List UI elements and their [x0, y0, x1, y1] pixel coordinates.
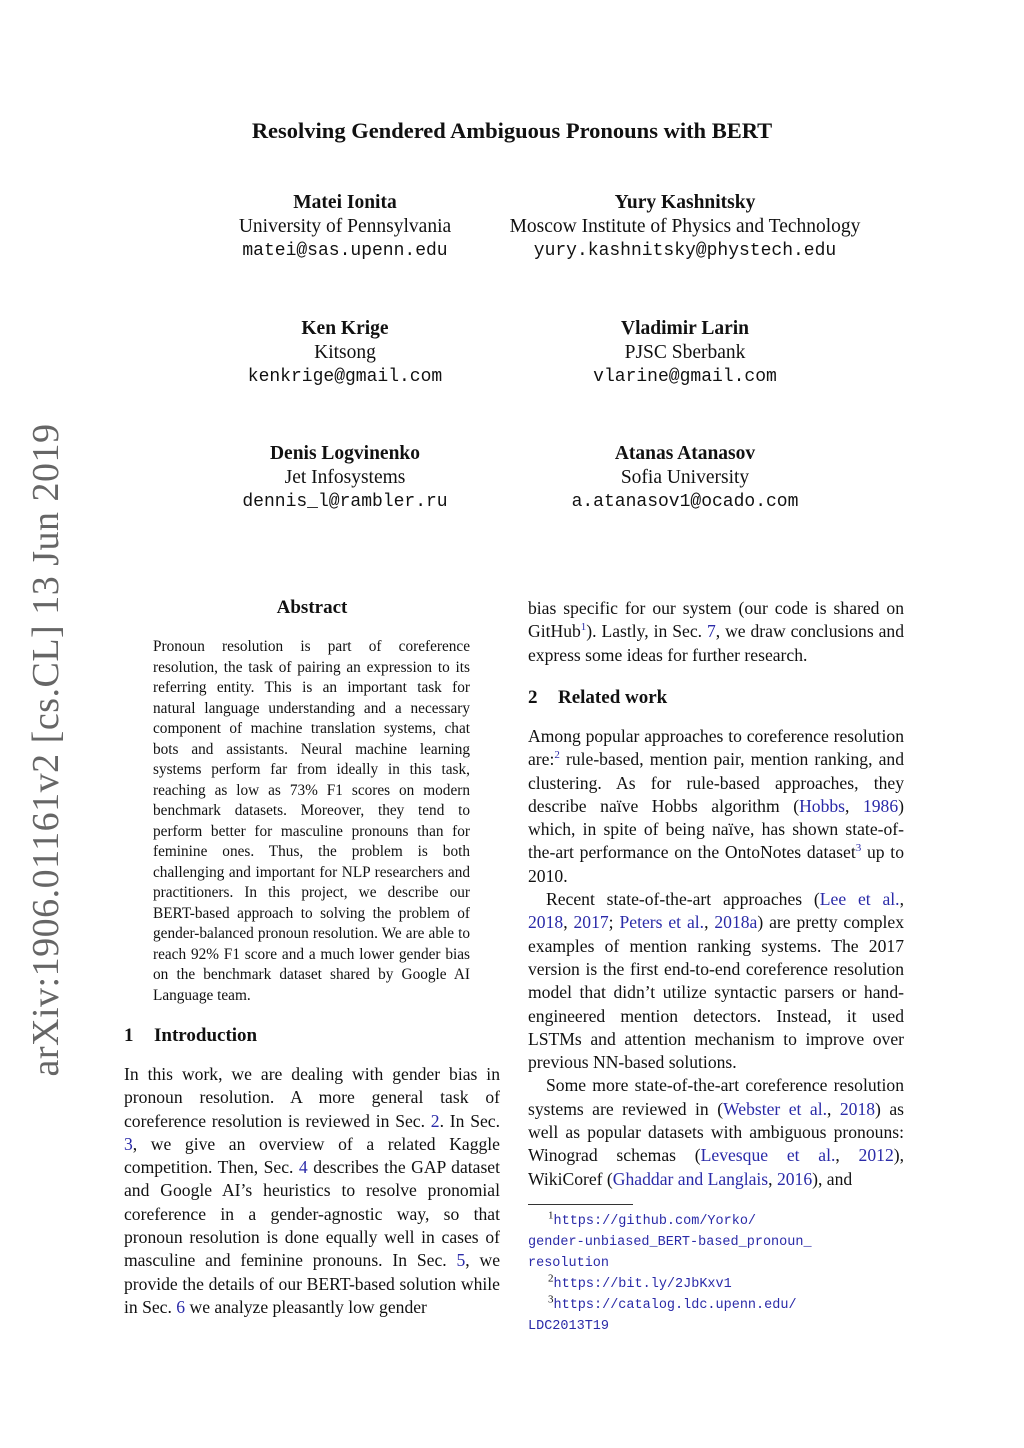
author-block: [180, 442, 510, 514]
author-name: Vladimir Larin: [620, 318, 750, 339]
section-ref-link[interactable]: 3: [124, 1133, 133, 1154]
related-work-text: [528, 725, 904, 1191]
footnote-marker[interactable]: 2: [554, 749, 560, 762]
abstract-heading: Abstract: [276, 597, 348, 618]
citation-link[interactable]: Webster et al.: [723, 1098, 827, 1119]
citation-link[interactable]: Ghaddar and Langlais: [612, 1168, 769, 1189]
section-ref-link[interactable]: 5: [456, 1250, 466, 1271]
footnote-url[interactable]: gender-unbiased_BERT-based_pronoun_: [528, 1235, 812, 1250]
arxiv-id: arXiv:1906.01161v2 [cs.CL] 13 Jun 2019: [25, 423, 67, 1077]
footnote-marker[interactable]: 3: [855, 842, 862, 855]
author-email[interactable]: a.atanasov1@ocado.com: [571, 492, 799, 512]
section-title: Introduction: [154, 1025, 258, 1046]
footnote: [528, 1210, 908, 1273]
section-ref-link[interactable]: 6: [176, 1296, 186, 1317]
citation-link[interactable]: Levesque et al.: [700, 1145, 836, 1166]
author-name: Matei Ionita: [293, 192, 397, 213]
citation-link[interactable]: Lee et al.: [819, 889, 900, 910]
author-affiliation: PJSC Sberbank: [624, 342, 746, 363]
author-email[interactable]: yury.kashnitsky@phystech.edu: [533, 241, 837, 261]
author-email[interactable]: matei@sas.upenn.edu: [242, 241, 448, 261]
footnote-marker[interactable]: 1: [580, 621, 587, 634]
author-block: [480, 191, 890, 263]
section-ref-link[interactable]: 7: [706, 621, 716, 642]
author-email[interactable]: vlarine@gmail.com: [593, 367, 777, 387]
author-affiliation: Moscow Institute of Physics and Technology: [509, 216, 861, 237]
related-work-paragraph: Recent state-of-the-art approaches (Lee et al., 2018, 2017; Peters et al., 2018a) are pretty complex examples of mention ranking systems. The 2017 version is the first end-to-end coreference resolution model that didn’t utilize syntactic parsers or hand-engineered mention detectors. Instead, it used LSTMs and attention mechanism to improve over previous NN-based solutions.: [528, 889, 905, 1073]
footnote-url[interactable]: https://bit.ly/2JbKxv1: [553, 1277, 732, 1292]
citation-link[interactable]: Peters et al.: [619, 912, 705, 933]
citation-link[interactable]: 2012: [858, 1145, 894, 1166]
section-title: Related work: [558, 687, 668, 708]
citation-link[interactable]: 2016: [776, 1168, 813, 1189]
author-email[interactable]: dennis_l@rambler.ru: [242, 492, 448, 512]
author-name: Atanas Atanasov: [614, 443, 756, 464]
footnote-number: 1: [548, 1209, 554, 1222]
introduction-continuation: bias specific for our system (our code is shared on GitHub$^1$). Lastly, in Sec. 7, we draw conclusions and express some ideas for further research.: [528, 598, 904, 665]
footnote: [528, 1294, 908, 1336]
footnote-number: 2: [548, 1272, 554, 1285]
section-number: 1: [124, 1025, 134, 1046]
footnote-url[interactable]: LDC2013T19: [528, 1319, 610, 1334]
citation-link[interactable]: 1986: [862, 795, 899, 816]
section-ref-link[interactable]: 2: [430, 1110, 440, 1131]
paper-title: Resolving Gendered Ambiguous Pronouns with BERT: [251, 118, 773, 143]
arxiv-sidebar-stamp: [12, 423, 80, 1077]
section-heading-introduction: [124, 1025, 257, 1047]
author-block: [180, 317, 510, 389]
section-heading-related-work: [528, 687, 667, 709]
abstract-text: Pronoun resolution is part of coreference resolution, the task of pairing an expression to its referring entity. This is an important task for natural language understanding and a necessary component of machine translation systems, chat bots and assistants. Neural machine learning systems perform far from ideally in this task, reaching as low as 73% F1 scores on modern benchmark datasets. Moreover, they tend to perform better for masculine pronouns than for feminine ones. Thus, the problem is both challenging and important for NLP researchers and practitioners. In this project, we describe our BERT-based approach to solving the problem of gender-balanced pronoun resolution. We are able to reach 92% F1 score and a much lower gender bias on the benchmark dataset shared by Google AI Language team.: [153, 638, 470, 1004]
footnote-number: 3: [548, 1293, 554, 1306]
citation-link[interactable]: 2018: [839, 1098, 876, 1119]
related-work-paragraph: Among popular approaches to coreference resolution are:$^2$ rule-based, mention pair, mention ranking, and clustering. As for rule-based approaches, they describe naïve Hobbs algorithm (Hobbs, 1986) which, in spite of being naïve, has shown state-of-the-art performance on the OntoNotes dataset$^3$ up to 2010.: [528, 726, 904, 886]
author-affiliation: Sofia University: [620, 467, 750, 488]
footnotes: [528, 1210, 908, 1336]
footnote-url[interactable]: https://github.com/Yorko/: [553, 1214, 757, 1229]
citation-link[interactable]: 2018: [528, 912, 564, 933]
citation-link[interactable]: 2017: [573, 912, 609, 933]
related-work-paragraph: Some more state-of-the-art coreference resolution systems are reviewed in (Webster et al., 2018) as well as popular datasets with ambiguous pronouns: Winograd schemas (Levesque et al., 2012), WikiCoref (Ghaddar and Langlais, 2016), and: [528, 1075, 905, 1189]
citation-link[interactable]: 2018a: [714, 912, 758, 933]
citation-link[interactable]: Hobbs: [799, 795, 846, 816]
footnote: [528, 1273, 908, 1294]
author-affiliation: Jet Infosystems: [284, 467, 406, 488]
author-affiliation: Kitsong: [314, 342, 376, 363]
introduction-paragraph: In this work, we are dealing with gender bias in pronoun resolution. A more general task of coreference resolution is reviewed in Sec. 2. In Sec. 3, we give an overview of a related Kaggle competition. Then, Sec. 4 describes the GAP dataset and Google AI’s heuristics to resolve pronomial coreference in a gender-agnostic way, so that pronoun resolution is done equally well in cases of masculine and feminine pronouns. In Sec. 5, we provide the details of our BERT-based solution while in Sec. 6 we analyze pleasantly low gender: [124, 1064, 501, 1317]
author-block: [480, 442, 890, 514]
author-name: Ken Krige: [301, 318, 389, 339]
section-number: 2: [528, 687, 538, 708]
section-ref-link[interactable]: 4: [298, 1157, 308, 1178]
author-affiliation: University of Pennsylvania: [238, 216, 452, 237]
author-block: [480, 317, 890, 389]
footnote-url[interactable]: https://catalog.ldc.upenn.edu/: [553, 1298, 797, 1313]
author-email[interactable]: kenkrige@gmail.com: [247, 367, 443, 387]
author-block: [180, 191, 510, 263]
footnote-divider: [528, 1204, 633, 1205]
footnote-url[interactable]: resolution: [528, 1256, 610, 1271]
author-name: Denis Logvinenko: [269, 443, 421, 464]
author-name: Yury Kashnitsky: [614, 192, 756, 213]
